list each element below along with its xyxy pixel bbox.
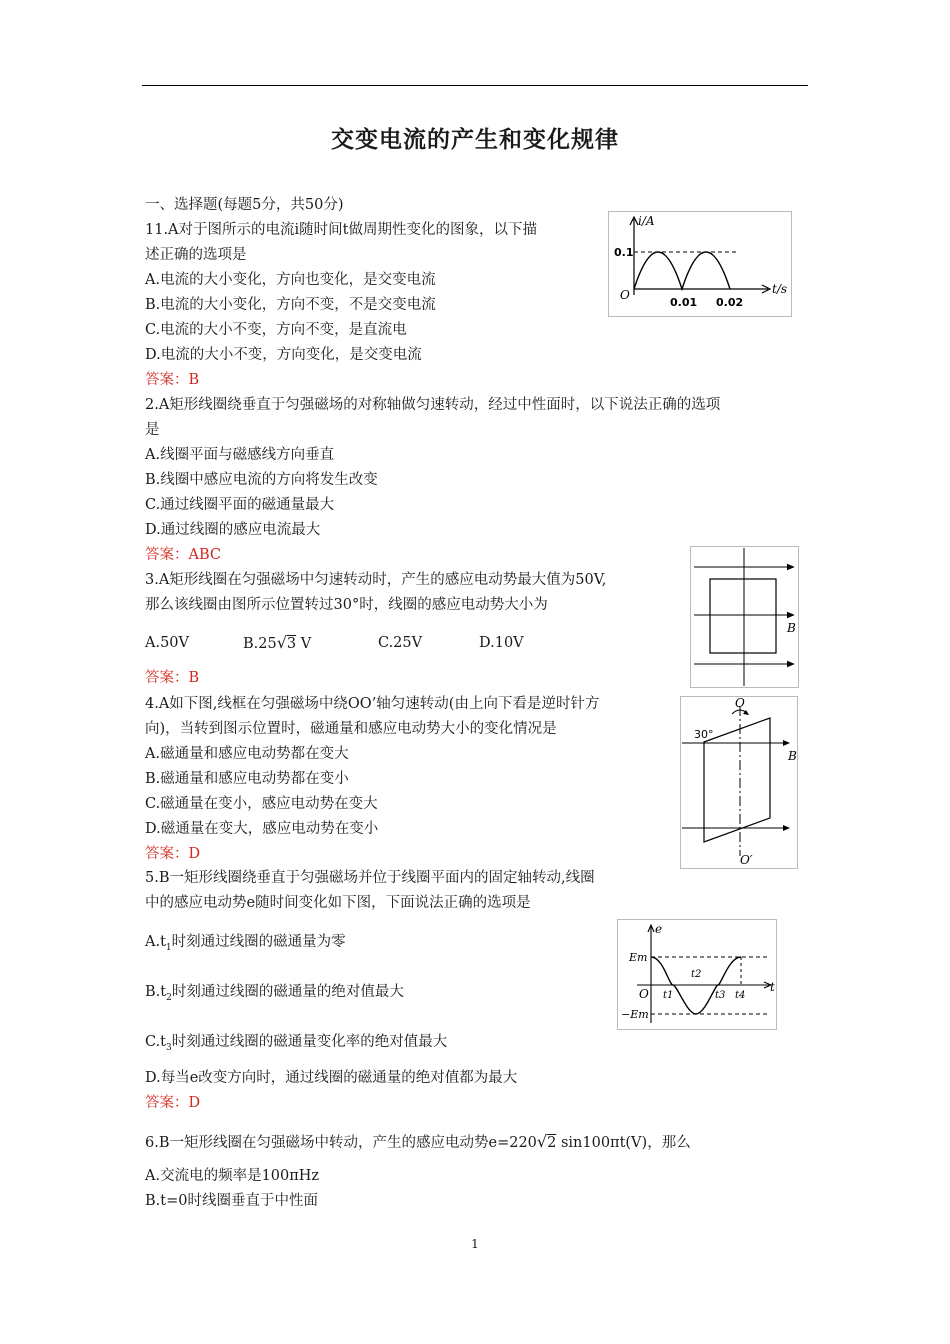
q5-graph-t3: t3	[715, 990, 726, 1001]
q5-graph-origin: O	[639, 987, 649, 1001]
q3-answer: 答案：B	[145, 670, 200, 686]
q5-option-a: $A.t_1$时刻通过线圈的磁通量为零	[145, 934, 346, 953]
q4-option-c: C.磁通量在变小，感应电动势在变大	[145, 796, 378, 812]
q4-axis-top-label: O	[735, 696, 745, 710]
q2-answer: 答案：ABC	[145, 547, 221, 563]
q4-axis-bottom-label: O′	[740, 853, 753, 867]
q1-graph-ytick: 0.1	[614, 246, 634, 259]
q3-coil-diagram	[690, 546, 799, 688]
q4-option-d: D.磁通量在变大，感应电动势在变小	[145, 821, 379, 837]
q5-graph-ylabel: e	[655, 922, 663, 936]
q4-frame-diagram	[680, 696, 798, 869]
q2-option-c: C.通过线圈平面的磁通量最大	[145, 497, 335, 513]
page-title: 交变电流的产生和变化规律	[331, 127, 619, 153]
q3-stem-line1: 3.A矩形线圈在匀强磁场中匀速转动时，产生的感应电动势最大值为50V,	[145, 572, 607, 588]
q1-stem-line1: 11.A对于图所示的电流i随时间t做周期性变化的图象，以下描	[145, 222, 537, 238]
q5-graph-em: Em	[629, 951, 648, 964]
section-heading: 一、选择题(每题5分，共50分)	[145, 197, 344, 213]
q4-option-a: A.磁通量和感应电动势都在变大	[145, 746, 349, 762]
q3-stem-line2: 那么该线圈由图所示位置转过30°时，线圈的感应电动势大小为	[145, 597, 548, 613]
q4-stem-line1: 4.A如下图,线框在匀强磁场中绕OO’轴匀速转动(由上向下看是逆时针方	[145, 696, 600, 712]
q5-stem-line1: 5.B一矩形线圈绕垂直于匀强磁场并位于线圈平面内的固定轴转动,线圈	[145, 870, 595, 886]
header-rule	[142, 85, 808, 86]
q1-graph-xtick1: 0.01	[670, 296, 698, 309]
q1-stem-line2: 述正确的选项是	[145, 247, 247, 263]
q4-answer: 答案：D	[145, 846, 201, 862]
q1-option-d: D.电流的大小不变，方向变化，是交变电流	[145, 347, 422, 363]
q5-graph-t1: t1	[663, 990, 674, 1001]
q6-option-b: B.t=0时线圈垂直于中性面	[145, 1193, 318, 1209]
q1-graph-origin: O	[620, 288, 630, 302]
q5-option-d: D.每当e改变方向时，通过线圈的磁通量的绝对值都为最大	[145, 1070, 518, 1086]
q5-option-b: $B.t_2$时刻通过线圈的磁通量的绝对值最大	[145, 984, 404, 1003]
q3-option-c: C.25V	[378, 635, 423, 651]
q5-graph-t2: t2	[691, 969, 702, 980]
q1-graph-xtick2: 0.02	[716, 296, 744, 309]
q5-option-c: $C.t_3$时刻通过线圈的磁通量变化率的绝对值最大	[145, 1034, 448, 1053]
q2-option-d: D.通过线圈的感应电流最大	[145, 522, 321, 538]
q6-stem: 6.B一矩形线圈在匀强磁场中转动，产生的感应电动势e=220√2 sin100πt(V)，那么	[145, 1132, 691, 1151]
q3-option-a: A.50V	[145, 635, 190, 651]
q5-emf-graph	[617, 919, 777, 1030]
q5-graph-t4: t4	[735, 990, 746, 1001]
q3-option-b: B.25√3 V	[243, 633, 312, 652]
q3-option-d: D.10V	[479, 635, 524, 651]
q2-option-b: B.线圈中感应电流的方向将发生改变	[145, 472, 378, 488]
q4-field-label: B	[788, 749, 797, 763]
q4-angle-label: 30°	[694, 728, 714, 741]
q1-answer: 答案：B	[145, 372, 200, 388]
page-number: 1	[471, 1237, 479, 1251]
q4-option-b: B.磁通量和感应电动势都在变小	[145, 771, 349, 787]
q3-field-label: B	[787, 621, 796, 635]
q1-option-b: B.电流的大小变化，方向不变，不是交变电流	[145, 297, 436, 313]
q1-option-a: A.电流的大小变化，方向也变化，是交变电流	[145, 272, 436, 288]
q1-option-c: C.电流的大小不变，方向不变，是直流电	[145, 322, 407, 338]
q6-option-a: A.交流电的频率是100πHz	[145, 1168, 320, 1184]
q5-answer: 答案：D	[145, 1095, 201, 1111]
q2-option-a: A.线圈平面与磁感线方向垂直	[145, 447, 335, 463]
q5-graph-neg-em: −Em	[621, 1008, 649, 1021]
q1-graph-ylabel: i/A	[638, 214, 655, 228]
q2-stem-line2: 是	[145, 422, 160, 438]
q4-stem-line2: 向)，当转到图示位置时，磁通量和感应电动势大小的变化情况是	[145, 721, 557, 737]
q2-stem-line1: 2.A矩形线圈绕垂直于匀强磁场的对称轴做匀速转动，经过中性面时，以下说法正确的选项	[145, 397, 721, 413]
q1-graph-xlabel: t/s	[772, 282, 788, 296]
q5-graph-xlabel: t	[770, 980, 775, 994]
q5-stem-line2: 中的感应电动势e随时间变化如下图，下面说法正确的选项是	[145, 895, 531, 911]
q1-current-graph	[608, 211, 792, 317]
